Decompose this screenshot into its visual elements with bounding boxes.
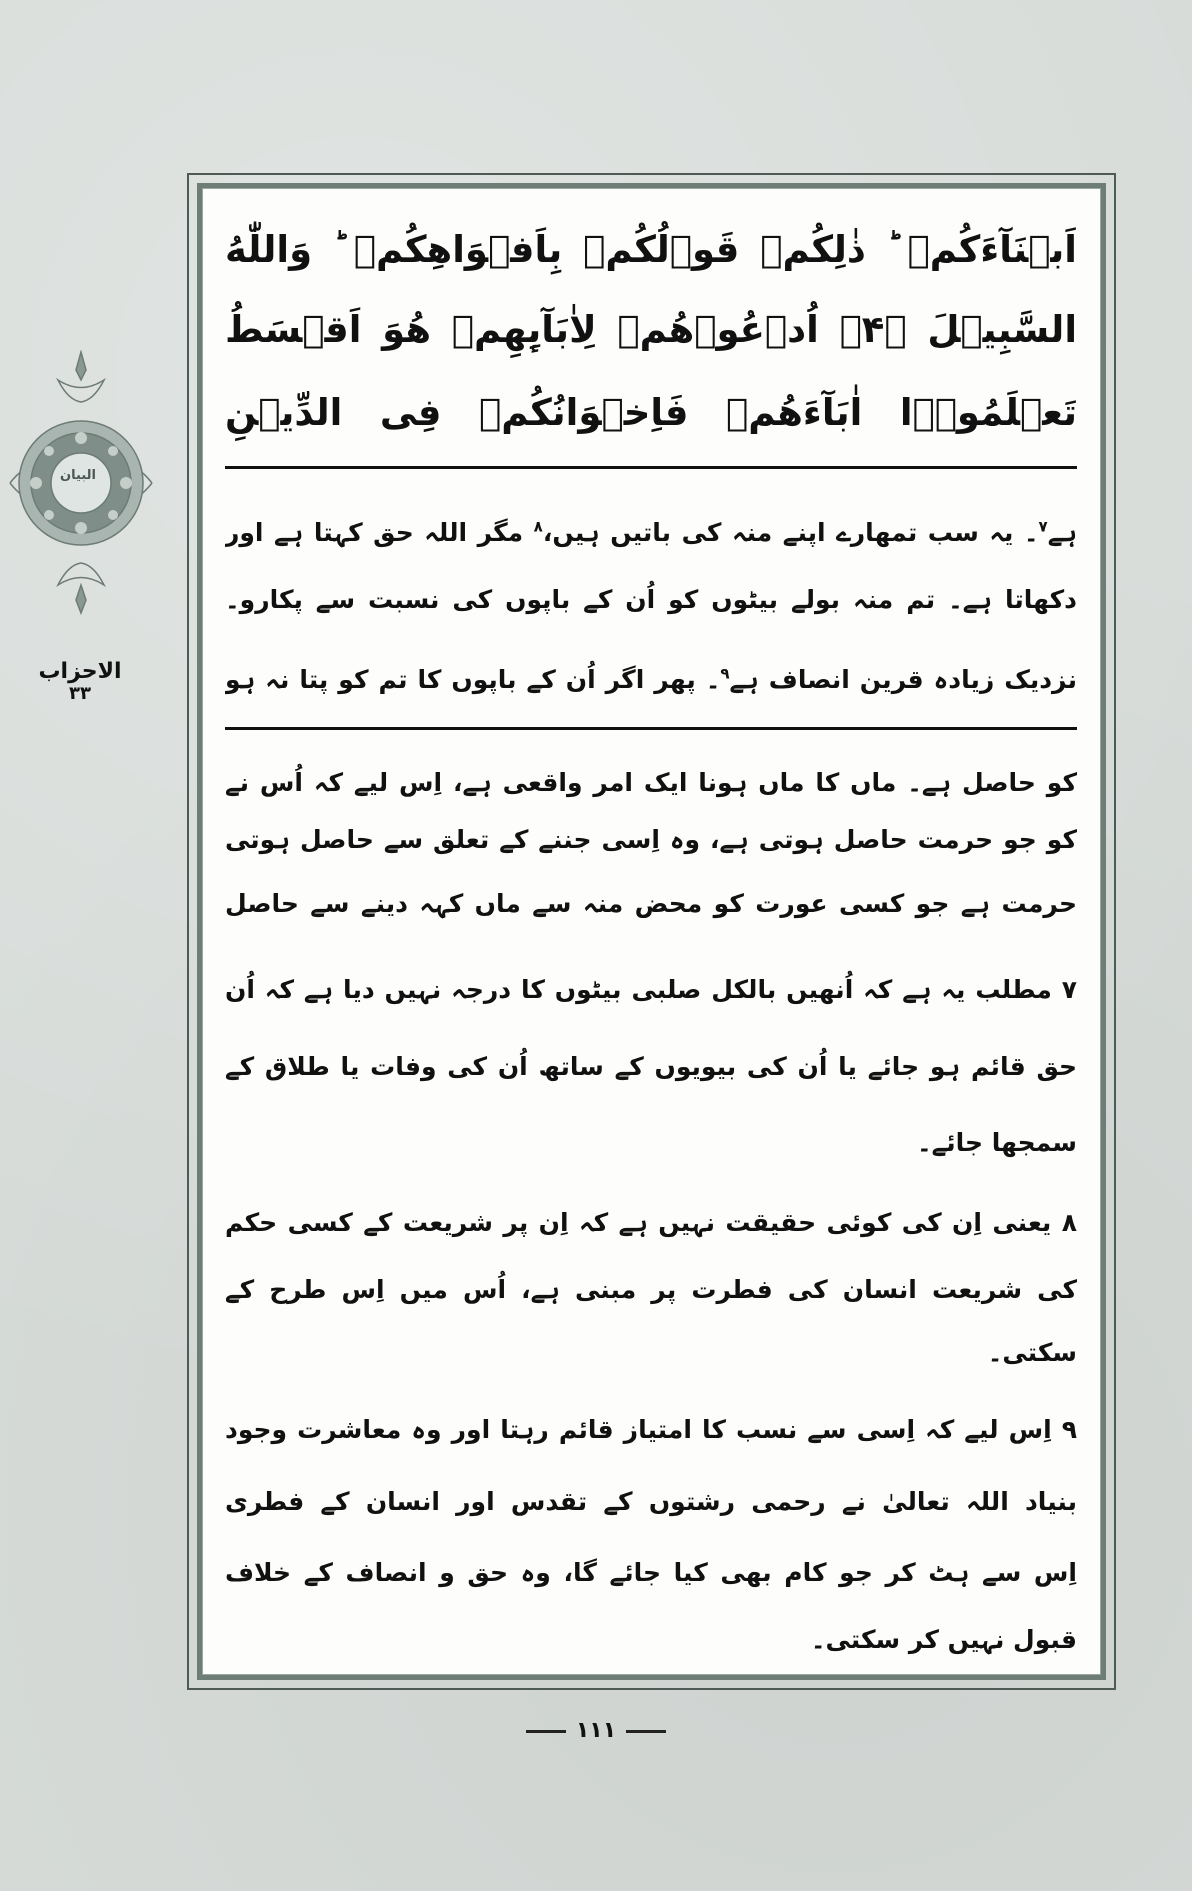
quran-line: السَّبِيۡلَ ﴿۴﴾ اُدۡعُوۡهُمۡ لِاٰبَآٮِٕهِمۡ هُوَ اَقۡسَطُ	[225, 308, 1077, 351]
note-line: قبول نہیں کر سکتی۔	[810, 1625, 1077, 1654]
note-line: ۸ یعنی اِن کی کوئی حقیقت نہیں ہے کہ اِن پر شریعت کے کسی حکم	[225, 1208, 1077, 1237]
section-divider	[225, 727, 1077, 730]
note-line: بنیاد اللہ تعالیٰ نے رحمی رشتوں کے تقدس اور انسان کے فطری	[225, 1487, 1077, 1516]
note-line: اِس سے ہٹ کر جو کام بھی کیا جائے گا، وہ حق و انصاف کے خلاف	[225, 1558, 1077, 1587]
translation-line: دکھاتا ہے۔ تم منہ بولے بیٹوں کو اُن کے باپوں کی نسبت سے پکارو۔	[225, 585, 1077, 614]
quran-line: تَعۡلَمُوۡۤا اٰبَآءَهُمۡ فَاِخۡوَانُكُمۡ فِى الدِّيۡنِ	[225, 391, 1077, 434]
surah-name: الاحزاب	[38, 659, 122, 684]
translation-line	[225, 509, 1077, 557]
translation-text: مگر اللہ حق کہتا ہے اور	[225, 518, 524, 547]
translation-line	[225, 656, 1077, 704]
note-line: کو جو حرمت حاصل ہوتی ہے، وہ اِسی جننے کے تعلق سے حاصل ہوتی	[225, 825, 1077, 854]
note-line: سمجھا جائے۔	[916, 1128, 1077, 1157]
note-line: کی شریعت انسان کی فطرت پر مبنی ہے، اُس میں اِس طرح کے	[225, 1275, 1077, 1304]
note-line: حق قائم ہو جائے یا اُن کی بیویوں کے ساتھ اُن کی وفات یا طلاق کے	[225, 1052, 1077, 1081]
footnote-marker[interactable]: ۷	[1038, 517, 1048, 536]
page-number-text: ۱۱۱	[575, 1718, 617, 1743]
page-number	[0, 1718, 1192, 1743]
note-line: حرمت ہے جو کسی عورت کو محض منہ سے ماں کہہ دینے سے حاصل	[225, 889, 1077, 918]
ornament-label: البیان	[60, 468, 96, 483]
note-line: کو حاصل ہے۔ ماں کا ماں ہونا ایک امر واقعی ہے، اِس لیے کہ اُس نے	[225, 768, 1077, 797]
surah-number: ۳۳	[69, 683, 91, 704]
note-line: ۹ اِس لیے کہ اِسی سے نسب کا امتیاز قائم رہتا اور وہ معاشرت وجود	[225, 1415, 1077, 1444]
section-divider	[225, 466, 1077, 469]
translation-text: نزدیک زیادہ قرین انصاف ہے	[729, 665, 1077, 694]
note-line: ۷ مطلب یہ ہے کہ اُنھیں بالکل صلبی بیٹوں کا درجہ نہیں دیا ہے کہ اُن	[225, 975, 1077, 1004]
translation-text: ۔ یہ سب تمھارے اپنے منہ کی باتیں ہیں،	[542, 518, 1039, 547]
translation-text: ۔ پھر اگر اُن کے باپوں کا تم کو پتا نہ ہو	[225, 665, 721, 694]
footnote-marker[interactable]: ۸	[533, 517, 543, 536]
quran-line: اَبۡنَآءَكُمۡ ؕ ذٰلِكُمۡ قَوۡلُكُمۡ بِاَفۡوَاهِكُمۡ ؕ وَاللّٰهُ	[225, 228, 1077, 271]
page-number-dash	[626, 1730, 666, 1733]
footnote-marker[interactable]: ۹	[720, 664, 730, 683]
note-line: سکتی۔	[987, 1338, 1077, 1367]
page-number-dash	[526, 1730, 566, 1733]
translation-text: ہے	[1047, 518, 1077, 547]
